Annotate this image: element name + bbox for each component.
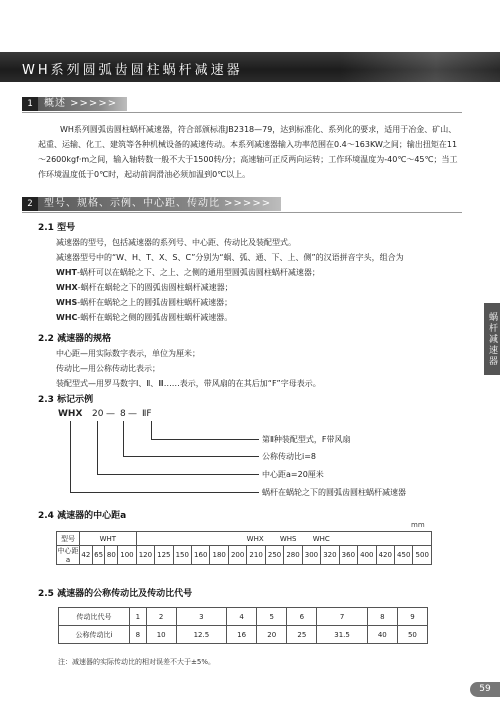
type-code: WHX bbox=[56, 283, 78, 292]
s21-line: 减速器的型号，包括减速器的系列号、中心距、传动比及装配型式。 bbox=[56, 238, 296, 247]
table-cell: 8 bbox=[130, 626, 147, 644]
table-cell: 16 bbox=[227, 626, 257, 644]
title-bar bbox=[0, 52, 500, 82]
table-cell-text: WHX bbox=[246, 534, 264, 543]
table-cell: 125 bbox=[155, 546, 173, 565]
table-cell: 4 bbox=[227, 608, 257, 626]
leader-line bbox=[151, 421, 152, 439]
table-cell: 1 bbox=[130, 608, 147, 626]
s22-line: 装配型式—用罗马数字Ⅰ、Ⅱ、Ⅲ……表示，带风扇的在其后加“F”字母表示。 bbox=[56, 379, 321, 388]
leader-line bbox=[97, 421, 98, 474]
table-cell: 25 bbox=[287, 626, 317, 644]
type-desc: -蜗杆在蜗轮之下的圆弧齿圆柱蜗杆减速器； bbox=[77, 283, 233, 292]
table-cell: 180 bbox=[210, 546, 228, 565]
table-cell: 12.5 bbox=[176, 626, 226, 644]
table-cell: 9 bbox=[397, 608, 427, 626]
table-cell: 65 bbox=[92, 546, 105, 565]
table-row bbox=[59, 608, 428, 626]
type-code: WHT bbox=[56, 268, 77, 277]
s24-title: 2.4 减速器的中心距a bbox=[38, 511, 127, 521]
section2-number: 2 bbox=[22, 197, 38, 211]
leader-line bbox=[70, 421, 71, 492]
table-cell: 10 bbox=[146, 626, 176, 644]
table-cell: 200 bbox=[228, 546, 246, 565]
designation-label: 公称传动比i=8 bbox=[262, 452, 317, 461]
s23-title: 2.3 标记示例 bbox=[38, 395, 94, 405]
s22-line: 传动比—用公称传动比表示； bbox=[56, 364, 160, 373]
s21-line: 减速器型号中的“W、H、T、X、S、C”分别为“蜗、弧、通、下、上、侧”的汉语拼音字头，组合为 bbox=[56, 253, 404, 262]
table-cell bbox=[136, 532, 431, 546]
table-cell: 7 bbox=[317, 608, 367, 626]
section1-underline bbox=[22, 112, 462, 113]
section1-paragraph: WH系列圆弧齿圆柱蜗杆减速器，符合部颁标准JB2318—79，达到标准化、系列化的要求，适用于冶金、矿山、起重、运输、化工、建筑等各种机械设备的减速传动。本系列减速器输入功率范围在0.4～163KW之间；输出扭矩在11～2600kgf·m之间，输入轴转数一般不大于1500转/分；高速轴可正反两向运转；工作环境温度为-40℃～45℃；当工作环境温度低于0℃时，起动前润滑油必须加温到0℃以上。 bbox=[38, 125, 458, 179]
table-cell: 传动比代号 bbox=[59, 608, 130, 626]
s22-line: 中心距—用实际数字表示，单位为厘米； bbox=[56, 349, 200, 358]
table-cell: 400 bbox=[358, 546, 376, 565]
table-cell: 中心距a bbox=[57, 547, 79, 564]
designation-ratio: 8 bbox=[120, 409, 126, 419]
s22-title: 2.2 减速器的规格 bbox=[38, 334, 112, 344]
table-cell-text: WHS bbox=[279, 534, 297, 543]
designation-series: WHX bbox=[58, 409, 83, 419]
section2-underline bbox=[22, 212, 462, 213]
table-cell: 42 bbox=[80, 546, 93, 565]
unit-label: mm bbox=[411, 521, 425, 529]
s21-title: 2.1 型号 bbox=[38, 223, 76, 233]
type-code: WHS bbox=[56, 298, 78, 307]
table-cell: 50 bbox=[397, 626, 427, 644]
table-cell: 公称传动比i bbox=[59, 626, 130, 644]
table-cell: 250 bbox=[265, 546, 283, 565]
designation-label: 蜗杆在蜗轮之下的圆弧齿圆柱蜗杆减速器 bbox=[262, 488, 406, 497]
designation-dash: — bbox=[106, 409, 115, 419]
table-cell: 40 bbox=[367, 626, 397, 644]
table-cell: 210 bbox=[247, 546, 265, 565]
table-cell: 8 bbox=[367, 608, 397, 626]
designation-label: 第Ⅱ种装配型式，F带风扇 bbox=[262, 435, 351, 444]
page-title: WH系列圆弧齿圆柱蜗杆减速器 bbox=[22, 63, 243, 78]
side-tab: 蜗杆减速器 bbox=[484, 303, 500, 375]
table-row bbox=[57, 546, 432, 565]
table-cell: 3 bbox=[176, 608, 226, 626]
table-cell: 500 bbox=[413, 546, 432, 565]
page-number: 59 bbox=[470, 682, 500, 697]
table-cell: WHT bbox=[80, 532, 137, 546]
table-cell: 120 bbox=[136, 546, 154, 565]
section1-title: 概述 >>>>> bbox=[38, 97, 127, 111]
center-distance-table bbox=[56, 531, 432, 565]
s21-type-whs bbox=[56, 297, 232, 308]
table-cell: 100 bbox=[118, 546, 136, 565]
table-cell: 150 bbox=[173, 546, 191, 565]
leader-line bbox=[97, 474, 259, 475]
table-cell: 280 bbox=[284, 546, 302, 565]
table-cell: 5 bbox=[257, 608, 287, 626]
table-cell-text: WHC bbox=[312, 534, 330, 543]
section1-number: 1 bbox=[22, 97, 38, 111]
s21-type-wht bbox=[56, 267, 320, 278]
table-cell: 160 bbox=[192, 546, 210, 565]
table-cell: 450 bbox=[395, 546, 413, 565]
leader-line bbox=[70, 492, 259, 493]
leader-line bbox=[123, 456, 259, 457]
type-desc: -蜗杆在蜗轮之侧的圆弧齿圆柱蜗杆减速器。 bbox=[77, 313, 233, 322]
section2-title: 型号、规格、示例、中心距、传动比 >>>>> bbox=[38, 197, 281, 211]
table-cell: 型号 bbox=[57, 532, 80, 546]
table-cell: 420 bbox=[376, 546, 394, 565]
table-cell: 80 bbox=[105, 546, 118, 565]
designation-label: 中心距a=20厘米 bbox=[262, 470, 324, 479]
footnote: 注：减速器的实际传动比的相对误差不大于±5%。 bbox=[58, 658, 215, 666]
table-row bbox=[57, 532, 432, 546]
s21-type-whx bbox=[56, 282, 233, 293]
designation-assembly-form: ⅡF bbox=[142, 409, 152, 419]
table-cell: 360 bbox=[339, 546, 357, 565]
title-bar-highlight bbox=[340, 52, 500, 82]
s25-title: 2.5 减速器的公称传动比及传动比代号 bbox=[38, 589, 193, 599]
ratio-table bbox=[58, 607, 428, 644]
leader-line bbox=[123, 421, 124, 456]
designation-dash: — bbox=[128, 409, 137, 419]
table-cell: 20 bbox=[257, 626, 287, 644]
type-desc: -蜗杆可以在蜗轮之下、之上、之侧的通用型圆弧齿圆柱蜗杆减速器； bbox=[76, 268, 320, 277]
table-cell: 2 bbox=[146, 608, 176, 626]
table-cell: 320 bbox=[321, 546, 339, 565]
type-code: WHC bbox=[56, 313, 78, 322]
table-cell: 31.5 bbox=[317, 626, 367, 644]
s21-type-whc bbox=[56, 312, 232, 323]
table-row bbox=[59, 626, 428, 644]
type-desc: -蜗杆在蜗轮之上的圆弧齿圆柱蜗杆减速器； bbox=[77, 298, 233, 307]
table-cell: 6 bbox=[287, 608, 317, 626]
leader-line bbox=[151, 439, 259, 440]
table-cell: 300 bbox=[302, 546, 320, 565]
designation-center-distance: 20 bbox=[92, 409, 104, 419]
